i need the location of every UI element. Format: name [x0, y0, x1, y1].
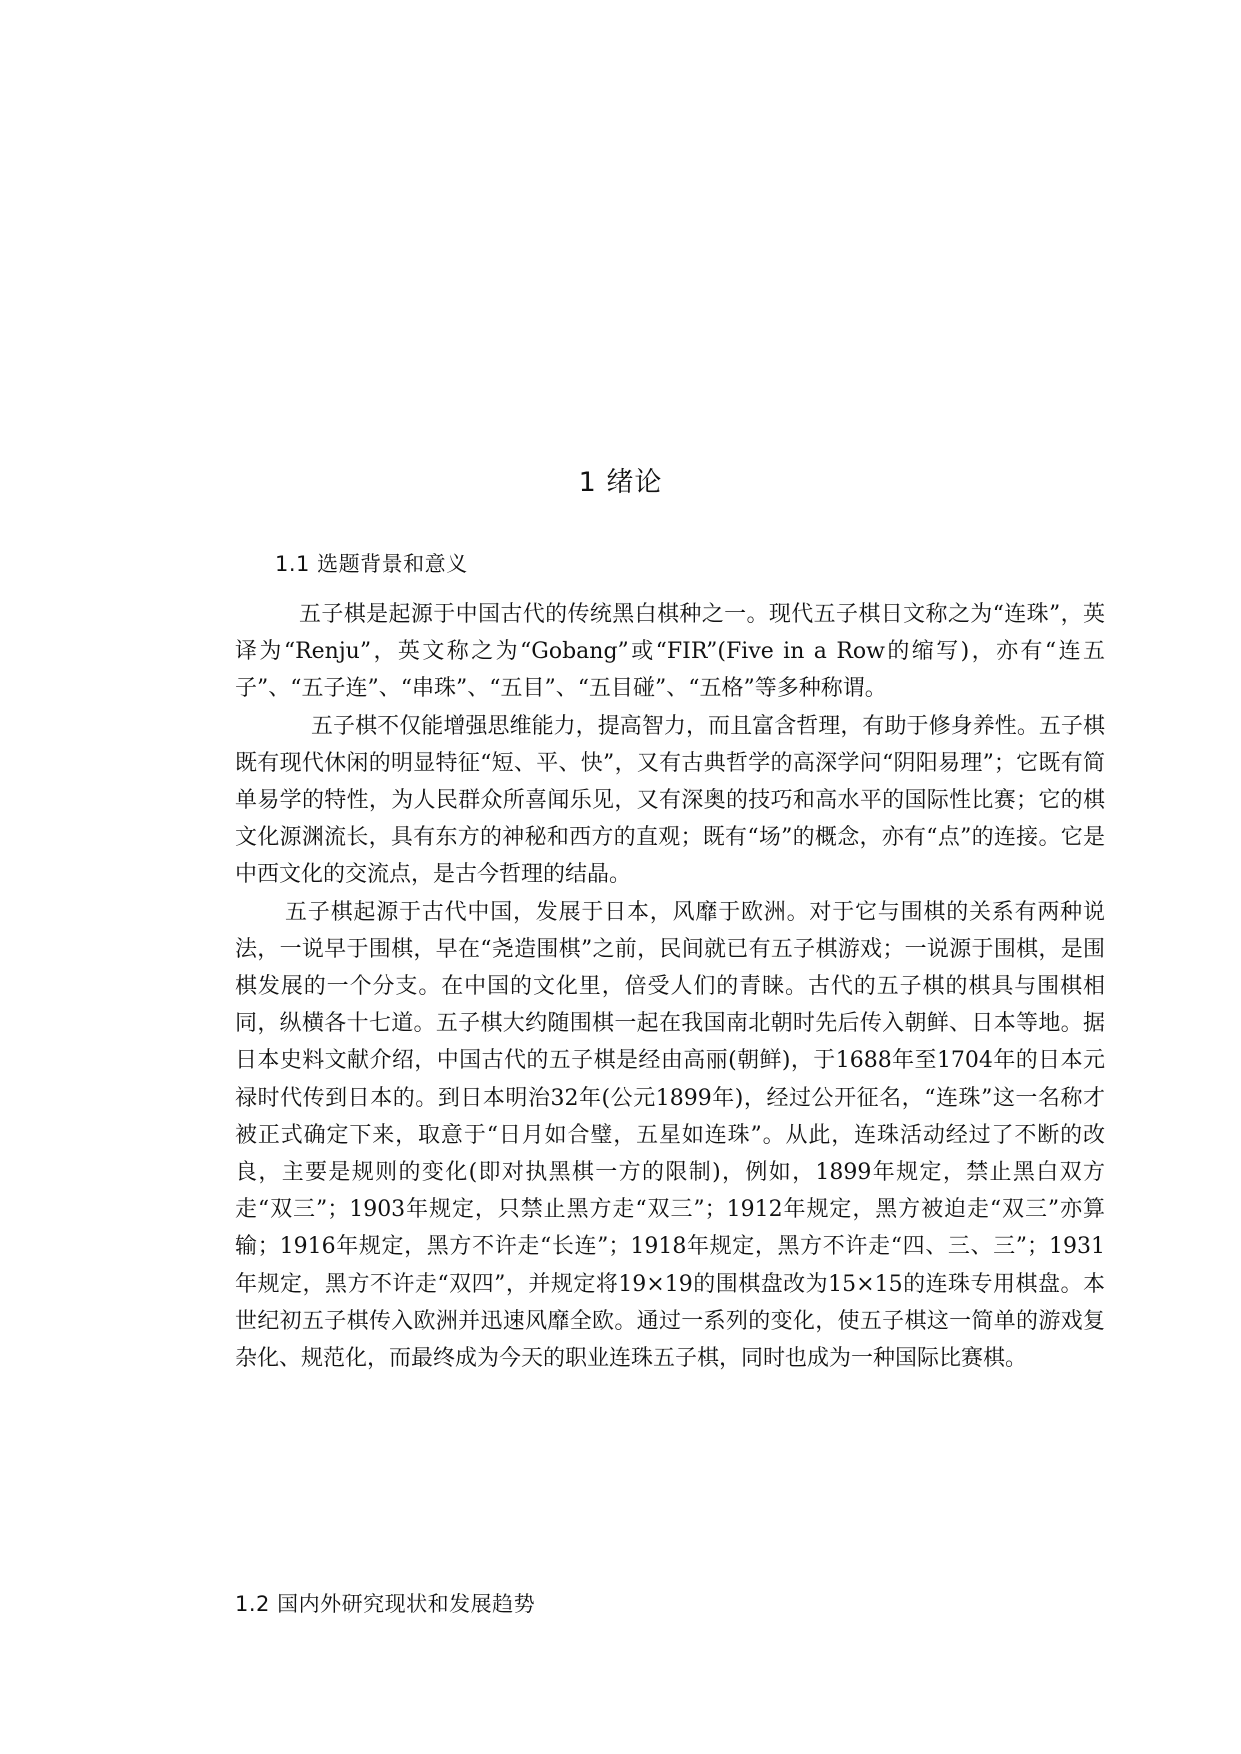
paragraph-2: 五子棋不仅能增强思维能力，提高智力，而且富含哲理，有助于修身养性。五子棋既有现代休闲的明显特征“短、平、快”，又有古典哲学的高深学问“阴阳易理”；它既有简单易学的特性，为人民群众所喜闻乐见，又有深奥的技巧和高水平的国际性比赛；它的棋文化源渊流长，具有东方的神秘和西方的直观；既有“场”的概念，亦有“点”的连接。它是中西文化的交流点，是古今哲理的结晶。 [235, 713, 1105, 888]
paragraph-3: 五子棋起源于古代中国，发展于日本，风靡于欧洲。对于它与围棋的关系有两种说法，一说早于围棋，早在“尧造围棋”之前，民间就已有五子棋游戏；一说源于围棋，是围棋发展的一个分支。在中国的文化里，倍受人们的青睐。古代的五子棋的棋具与围棋相同，纵横各十七道。五子棋大约随围棋一起在我国南北朝时先后传入朝鲜、日本等地。据日本史料文献介绍，中国古代的五子棋是经由高丽(朝鲜)，于1688年至1704年的日本元禄时代传到日本的。到日本明治32年(公元1899年)，经过公开征名，“连珠”这一名称才被正式确定下来，取意于“日月如合璧，五星如连珠”。从此，连珠活动经过了不断的改良，主要是规则的变化(即对执黑棋一方的限制)，例如，1899年规定，禁止黑白双方走“双三”；1903年规定，只禁止黑方走“双三”；1912年规定，黑方被迫走“双三”亦算输；1916年规定，黑方不许走“长连”；1918年规定，黑方不许走“四、三、三”；1931年规定，黑方不许走“双四”，并规定将19×19的围棋盘改为15×15的连珠专用棋盘。本世纪初五子棋传入欧洲并迅速风靡全欧。通过一系列的变化，使五子棋这一简单的游戏复杂化、规范化，而最终成为今天的职业连珠五子棋，同时也成为一种国际比赛棋。 [235, 899, 1105, 1372]
section-heading-1-2: 1.2 国内外研究现状和发展趋势 [235, 1592, 536, 1616]
chapter-title: 1 绪论 [578, 467, 663, 498]
section-heading-1-1: 1.1 选题背景和意义 [275, 552, 468, 576]
paragraph-1: 五子棋是起源于中国古代的传统黑白棋种之一。现代五子棋日文称之为“连珠”，英译为“Renju”，英文称之为“Gobang”或“FIR”(Five in a Row的缩写)，亦有“连五子”、“五子连”、“串珠”、“五目”、“五目碰”、“五格”等多种称谓。 [235, 602, 1105, 702]
section-1-1-body [235, 596, 1105, 1377]
